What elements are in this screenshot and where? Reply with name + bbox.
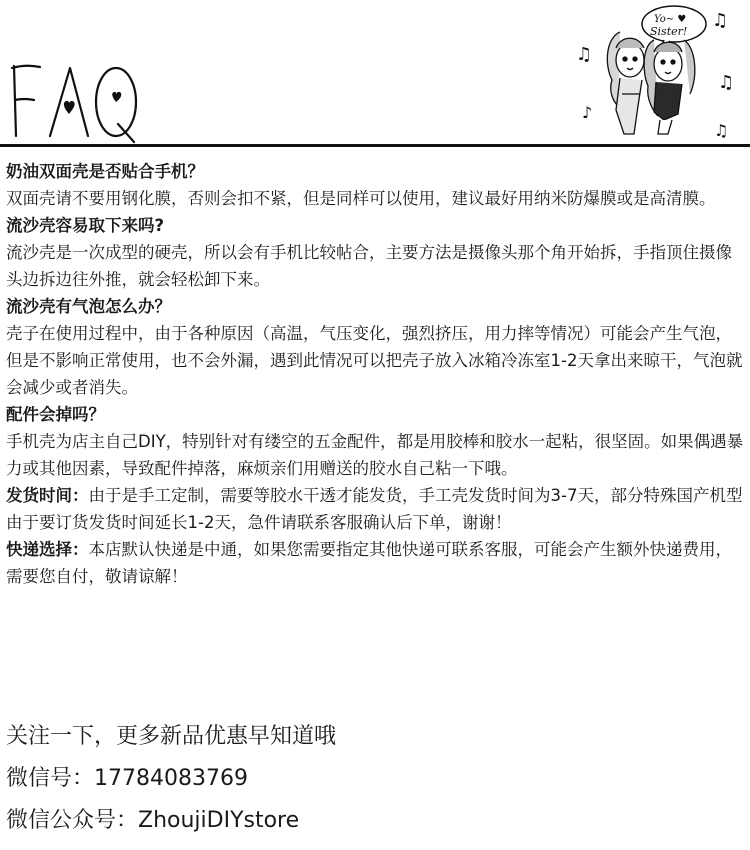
courier-choice [6, 536, 744, 590]
shipping-time-label: 发货时间： [6, 486, 89, 505]
svg-text:♫: ♫ [714, 121, 729, 140]
faq-answer-4: 手机壳为店主自己DIY，特别针对有缕空的五金配件，都是用胶棒和胶水一起粘，很坚固。如果偶遇暴力或其他因素，导致配件掉落，麻烦亲们用赠送的胶水自己粘一下哦。 [6, 432, 744, 478]
faq-answer-1: 双面壳请不要用钢化膜，否则会扣不紧，但是同样可以使用，建议最好用纳米防爆膜或是高清膜。 [6, 189, 716, 208]
girls-illustration [568, 2, 746, 142]
faq-question-3: 流沙壳有气泡怎么办？ [6, 297, 171, 316]
header-divider [0, 144, 750, 147]
faq-question-4: 配件会掉吗？ [6, 405, 105, 424]
shipping-time [6, 482, 744, 536]
courier-choice-text: 本店默认快递是中通，如果您需要指定其他快递可联系客服，可能会产生额外快递费用，需要您自付，敬请谅解！ [6, 540, 732, 586]
faq-question-1: 奶油双面壳是否贴合手机？ [6, 162, 204, 181]
svg-text:Yo~ ♥: Yo~ ♥ [654, 14, 687, 25]
promo-section [6, 716, 744, 842]
faq-question-2: 流沙壳容易取下来吗? [6, 216, 165, 235]
faq-answer-2: 流沙壳是一次成型的硬壳，所以会有手机比较帖合，主要方法是摄像头那个角开始拆，手指顶住摄像头边拆边往外推，就会轻松卸下来。 [6, 243, 732, 289]
svg-text:♫: ♫ [576, 44, 593, 65]
heart-icon [64, 101, 75, 114]
shipping-time-text: 由于是手工定制，需要等胶水干透才能发货，手工壳发货时间为3-7天，部分特殊国产机型由于要订货发货时间延长1-2天，急件请联系客服确认后下单，谢谢！ [6, 486, 743, 532]
wechat-official-account: 微信公众号：ZhoujiDIYstore [6, 808, 300, 833]
svg-text:Sister!: Sister! [650, 25, 688, 38]
svg-text:♪: ♪ [582, 103, 593, 122]
faq-answer-3: 壳子在使用过程中，由于各种原因（高温，气压变化，强烈挤压，用力摔等情况）可能会产生气泡，但是不影响正常使用，也不会外漏，遇到此情况可以把壳子放入冰箱冷冻室1-2天拿出来晾干，气泡就会减少或者消失。 [6, 324, 743, 397]
courier-choice-label: 快递选择： [6, 540, 89, 559]
svg-text:♫: ♫ [712, 10, 729, 31]
svg-text:♫: ♫ [718, 72, 735, 93]
header [0, 0, 750, 146]
follow-prompt: 关注一下，更多新品优惠早知道哦 [6, 724, 337, 749]
faq-section [6, 158, 744, 590]
faq-title [4, 58, 144, 148]
wechat-id: 微信号：17784083769 [6, 766, 248, 791]
